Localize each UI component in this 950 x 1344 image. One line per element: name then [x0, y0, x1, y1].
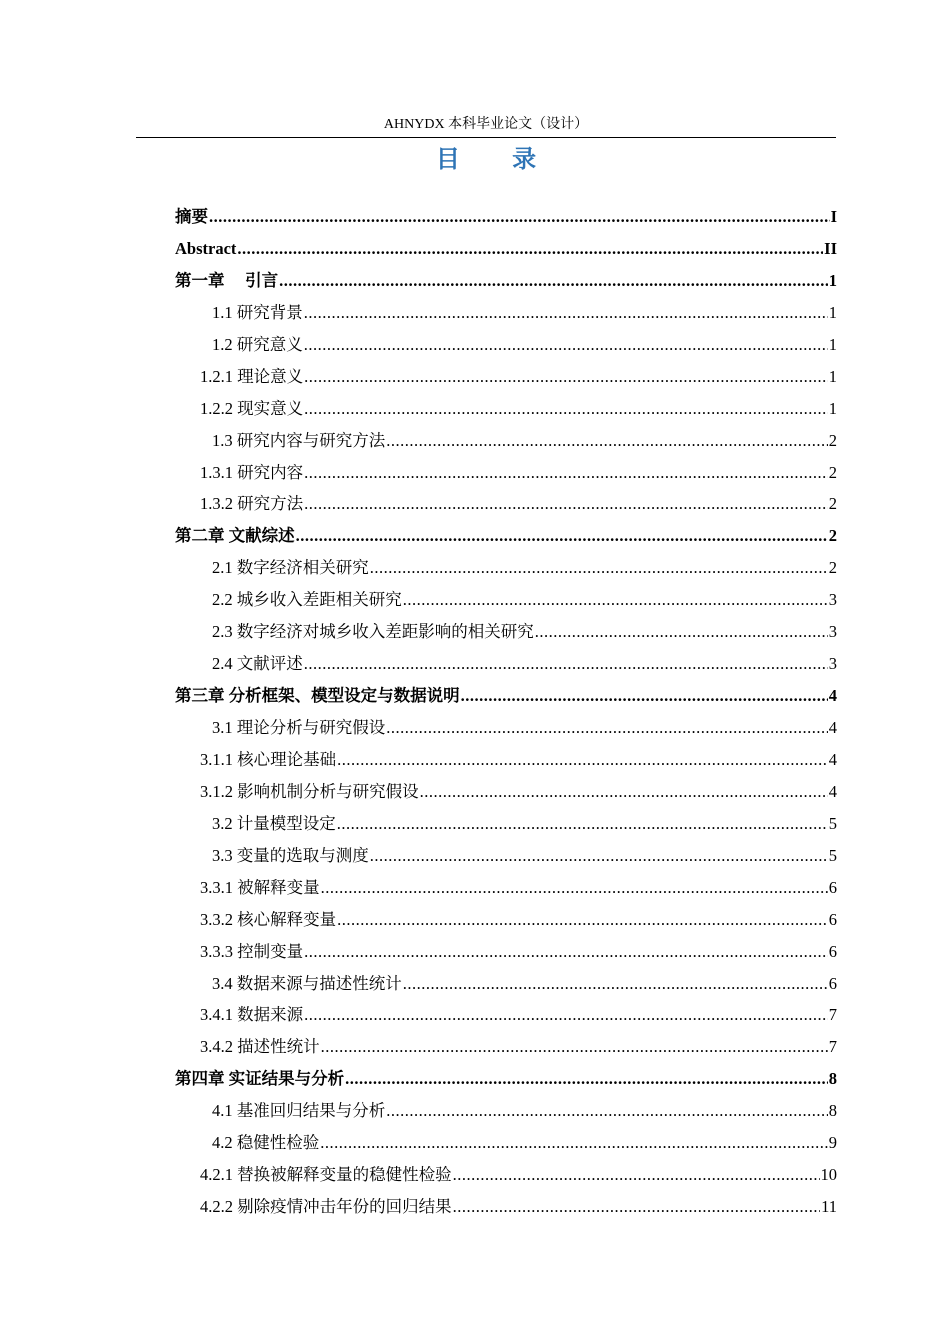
toc-entry-page-number: 7	[828, 1005, 837, 1025]
toc-entry-label: 1.1 研究背景	[212, 302, 303, 322]
toc-entry-label: 4.2 稳健性检验	[212, 1133, 320, 1153]
toc-leader-dots	[386, 712, 828, 744]
toc-entry-label: 4.2.1 替换被解释变量的稳健性检验	[200, 1165, 452, 1185]
toc-entry-page-number: 4	[828, 686, 837, 706]
toc-entry[interactable]	[175, 712, 837, 744]
toc-entry-page-number: I	[830, 207, 837, 226]
toc-entry-page-number: 1	[828, 302, 837, 322]
toc-entry-label: 4.1 基准回归结果与分析	[212, 1101, 386, 1121]
toc-leader-dots	[304, 488, 828, 520]
toc-entry-page-number: 2	[828, 526, 837, 546]
toc-entry[interactable]	[175, 297, 837, 329]
toc-leader-dots	[386, 1095, 828, 1127]
toc-leader-dots	[345, 1063, 828, 1095]
toc-entry-label: 3.1.2 影响机制分析与研究假设	[200, 781, 419, 801]
toc-leader-dots	[296, 520, 828, 552]
toc-entry-label: 4.2.2 剔除疫情冲击年份的回归结果	[200, 1197, 452, 1217]
toc-leader-dots	[370, 552, 828, 584]
toc-entry[interactable]	[175, 1191, 837, 1223]
toc-entry[interactable]	[175, 1159, 837, 1191]
toc-entry-label: 第二章 文献综述	[175, 526, 295, 546]
toc-entry-page-number: 4	[828, 718, 837, 737]
toc-entry-page-number: 7	[828, 1037, 837, 1057]
toc-entry[interactable]	[175, 648, 837, 680]
toc-entry-label: 1.3.1 研究内容	[200, 462, 304, 482]
toc-leader-dots	[304, 393, 828, 425]
table-of-contents	[175, 201, 837, 1223]
toc-entry-label: 1.2.1 理论意义	[200, 366, 304, 386]
page-title: 目 录	[435, 145, 559, 173]
toc-entry-label: 1.3 研究内容与研究方法	[212, 430, 386, 450]
toc-entry-label: 2.2 城乡收入差距相关研究	[212, 590, 402, 610]
toc-entry-label: 第一章 引言	[175, 270, 279, 290]
toc-leader-dots	[304, 329, 828, 361]
toc-leader-dots	[304, 648, 828, 680]
toc-entry[interactable]	[175, 265, 837, 297]
toc-entry[interactable]	[175, 616, 837, 648]
toc-leader-dots	[386, 425, 828, 457]
toc-leader-dots	[321, 1031, 828, 1063]
toc-entry[interactable]	[175, 840, 837, 872]
toc-entry-label: 1.2.2 现实意义	[200, 398, 304, 418]
toc-entry-label: 3.4.1 数据来源	[200, 1005, 304, 1025]
toc-entry-page-number: 5	[828, 845, 837, 865]
toc-entry-label: 3.2 计量模型设定	[212, 813, 336, 833]
header-divider	[136, 137, 836, 138]
toc-entry[interactable]	[175, 1095, 837, 1127]
toc-entry[interactable]	[175, 680, 837, 712]
toc-entry-page-number: 2	[828, 558, 837, 578]
toc-leader-dots	[337, 904, 828, 936]
toc-entry-label: 3.3.2 核心解释变量	[200, 909, 337, 929]
toc-entry-page-number: 2	[828, 462, 837, 482]
toc-entry-page-number: 3	[828, 622, 837, 642]
toc-entry-page-number: 6	[828, 909, 837, 929]
toc-leader-dots	[304, 361, 828, 393]
toc-entry-page-number: 1	[828, 366, 837, 386]
toc-entry[interactable]	[175, 457, 837, 489]
toc-entry-page-number: 4	[828, 749, 837, 769]
toc-entry[interactable]	[175, 1063, 837, 1095]
toc-entry[interactable]	[175, 968, 837, 1000]
toc-entry-page-number: II	[824, 238, 837, 258]
toc-leader-dots	[337, 808, 828, 840]
toc-entry-page-number: 3	[828, 590, 837, 610]
toc-leader-dots	[453, 1159, 820, 1191]
toc-entry[interactable]	[175, 584, 837, 616]
toc-entry-label: 第四章 实证结果与分析	[175, 1069, 345, 1089]
toc-entry[interactable]	[175, 936, 837, 968]
toc-entry-label: 1.3.2 研究方法	[200, 494, 304, 514]
toc-entry-label: 3.4.2 描述性统计	[200, 1037, 320, 1057]
toc-leader-dots	[420, 776, 828, 808]
toc-entry-label: 3.3 变量的选取与测度	[212, 845, 369, 865]
toc-entry-page-number: 11	[821, 1197, 837, 1217]
toc-entry-page-number: 2	[828, 430, 837, 450]
toc-entry-label: 3.3.1 被解释变量	[200, 877, 320, 897]
toc-entry-label: 第三章 分析框架、模型设定与数据说明	[175, 686, 460, 706]
toc-leader-dots	[321, 872, 828, 904]
toc-leader-dots	[279, 265, 828, 297]
toc-entry[interactable]	[175, 361, 837, 393]
running-header: AHNYDX 本科毕业论文（设计）	[383, 117, 589, 132]
toc-entry-page-number: 8	[828, 1069, 837, 1089]
toc-entry-label: 2.3 数字经济对城乡收入差距影响的相关研究	[212, 622, 534, 642]
toc-leader-dots	[304, 457, 828, 489]
toc-entry-label: 3.1 理论分析与研究假设	[212, 718, 386, 737]
toc-entry[interactable]	[175, 552, 837, 584]
toc-leader-dots	[370, 840, 828, 872]
toc-entry-page-number: 2	[828, 494, 837, 514]
toc-entry-label: 3.1.1 核心理论基础	[200, 749, 337, 769]
toc-entry[interactable]	[175, 904, 837, 936]
toc-leader-dots	[337, 744, 828, 776]
toc-entry[interactable]	[175, 520, 837, 552]
toc-entry-page-number: 10	[820, 1165, 837, 1185]
toc-leader-dots	[209, 201, 830, 233]
toc-entry-page-number: 1	[828, 398, 837, 418]
toc-entry[interactable]	[175, 744, 837, 776]
toc-leader-dots	[461, 680, 828, 712]
toc-entry[interactable]	[175, 808, 837, 840]
toc-leader-dots	[237, 233, 823, 265]
toc-entry-page-number: 9	[828, 1133, 837, 1153]
toc-entry-label: 2.4 文献评述	[212, 654, 303, 674]
toc-entry-page-number: 1	[828, 334, 837, 354]
toc-entry-label: 1.2 研究意义	[212, 334, 303, 354]
toc-leader-dots	[453, 1191, 820, 1223]
toc-leader-dots	[304, 297, 828, 329]
toc-leader-dots	[304, 999, 828, 1031]
toc-entry[interactable]	[175, 1127, 837, 1159]
toc-leader-dots	[535, 616, 828, 648]
toc-entry-page-number: 6	[828, 973, 837, 993]
toc-entry[interactable]	[175, 1031, 837, 1063]
toc-entry-label: 3.3.3 控制变量	[200, 941, 304, 961]
toc-leader-dots	[403, 584, 828, 616]
toc-entry[interactable]	[175, 393, 837, 425]
toc-entry[interactable]	[175, 872, 837, 904]
toc-entry[interactable]	[175, 201, 837, 233]
toc-entry[interactable]	[175, 233, 837, 265]
toc-entry[interactable]	[175, 329, 837, 361]
toc-leader-dots	[320, 1127, 828, 1159]
toc-entry-label: 摘要	[175, 207, 208, 226]
toc-entry[interactable]	[175, 776, 837, 808]
toc-entry-page-number: 6	[828, 877, 837, 897]
toc-entry-page-number: 1	[828, 270, 837, 290]
toc-entry-label: 2.1 数字经济相关研究	[212, 558, 369, 578]
toc-entry-label: 3.4 数据来源与描述性统计	[212, 973, 402, 993]
toc-entry-page-number: 6	[828, 941, 837, 961]
toc-entry[interactable]	[175, 488, 837, 520]
toc-entry-page-number: 5	[828, 813, 837, 833]
toc-entry-page-number: 8	[828, 1101, 837, 1121]
toc-entry-label: Abstract	[175, 238, 237, 258]
toc-entry-page-number: 4	[828, 781, 837, 801]
toc-entry-page-number: 3	[828, 654, 837, 674]
toc-entry[interactable]	[175, 999, 837, 1031]
toc-leader-dots	[403, 968, 828, 1000]
toc-leader-dots	[304, 936, 828, 968]
toc-entry[interactable]	[175, 425, 837, 457]
